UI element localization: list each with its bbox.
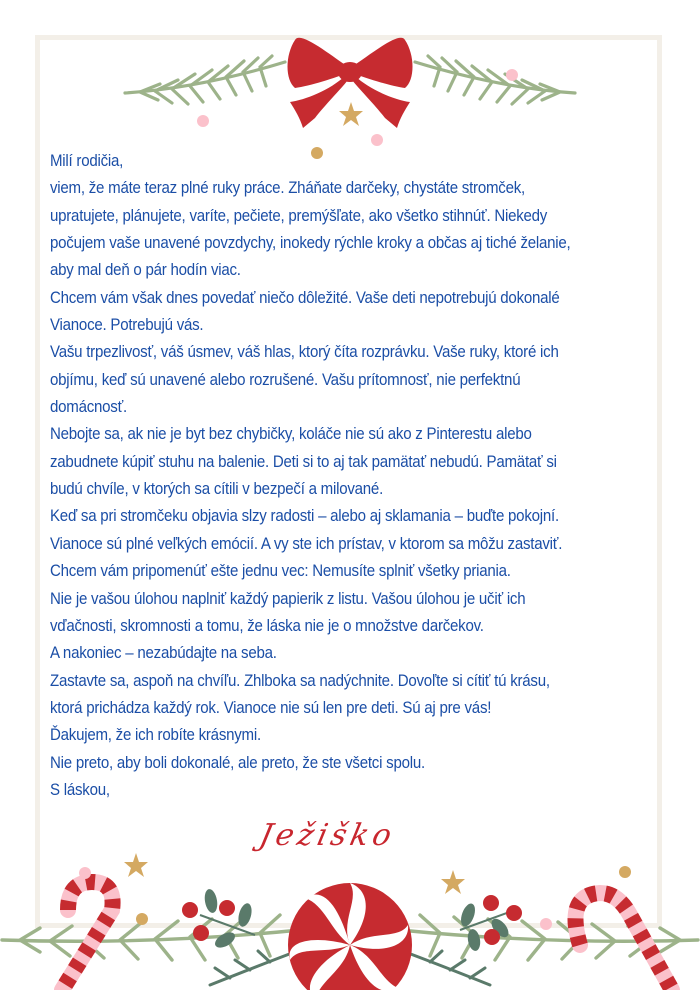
letter-line: Vašu trpezlivosť, váš úsmev, váš hlas, ktorý číta rozprávku. Vaše ruky, ktoré ich: [50, 343, 559, 362]
signature: Ježiško: [256, 818, 399, 853]
letter-closing: S láskou,: [50, 780, 110, 799]
letter-line: Nie je vašou úlohou naplniť každý papierik z listu. Vašou úlohou je učiť ich: [50, 589, 526, 608]
letter-line: zabudnete kúpiť stuhu na balenie. Deti si to aj tak pamätať nebudú. Pamätať si: [50, 452, 557, 471]
candy-cane-icon: [62, 882, 113, 990]
peppermint-candy-icon: [288, 883, 412, 990]
letter-body: [50, 148, 627, 804]
letter-line: Chcem vám však dnes povedať niečo dôležité. Vaše deti nepotrebujú dokonalé: [50, 288, 560, 307]
letter-line: Vianoce sú plné veľkých emócií. A vy ste ich prístav, v ktorom sa môžu zastaviť.: [50, 534, 563, 553]
letter-greeting: Milí rodičia,: [50, 152, 124, 170]
letter-line: ktorá prichádza každý rok. Vianoce nie sú len pre deti. Sú aj pre vás!: [50, 698, 492, 717]
dot-icon: [619, 866, 631, 878]
letter-line: viem, že máte teraz plné ruky práce. Zháňate darčeky, chystáte stromček,: [50, 179, 525, 198]
letter-line: Nie preto, aby boli dokonalé, ale preto, že ste všetci spolu.: [50, 753, 425, 772]
dot-icon: [540, 918, 552, 930]
letter-line: počujem vaše unavené povzdychy, inokedy rýchle kroky a občas aj tiché želanie,: [50, 234, 571, 253]
letter-line: A nakoniec – nezabúdajte na seba.: [50, 644, 277, 663]
berry-sprig-icon: [458, 895, 522, 952]
letter-line: Nebojte sa, ak nie je byt bez chybičky, koláče nie sú ako z Pinterestu alebo: [50, 425, 532, 444]
letter-line: domácnosť.: [50, 398, 127, 417]
star-icon: [339, 102, 363, 126]
star-icon: [124, 853, 148, 877]
dot-icon: [136, 913, 148, 925]
letter-line: objímu, keď sú unavené alebo rozrušené. Vašu prítomnosť, nie perfektnú: [50, 370, 521, 389]
letter-line: Ďakujem, že ich robíte krásnymi.: [50, 726, 261, 745]
dot-icon: [197, 115, 209, 127]
letter-line: aby mal deň o pár hodín viac.: [50, 261, 241, 280]
letter-line: budú chvíle, v ktorých sa cítili v bezpečí a milované.: [50, 480, 384, 499]
dot-icon: [79, 867, 91, 879]
dot-icon: [371, 134, 383, 146]
bottom-decoration: [0, 840, 700, 990]
letter-line: upratujete, plánujete, varíte, pečiete, premýšľate, ako všetko stihnúť. Niekedy: [50, 206, 548, 225]
top-decoration: [0, 0, 700, 170]
letter-line: Zastavte sa, aspoň na chvíľu. Zhlboka sa nadýchnite. Dovoľte si cítiť tú krásu,: [50, 671, 550, 690]
dot-icon: [506, 69, 518, 81]
star-icon: [441, 870, 465, 894]
letter-line: Vianoce. Potrebujú vás.: [50, 316, 204, 335]
letter-line: Chcem vám pripomenúť ešte jednu vec: Nemusíte splniť všetky priania.: [50, 562, 511, 581]
letter-line: vďačnosti, skromnosti a tomu, že láska nie je o množstve darčekov.: [50, 616, 484, 635]
letter-line: Keď sa pri stromčeku objavia slzy radosti – alebo aj sklamania – buďte pokojní.: [50, 507, 559, 526]
